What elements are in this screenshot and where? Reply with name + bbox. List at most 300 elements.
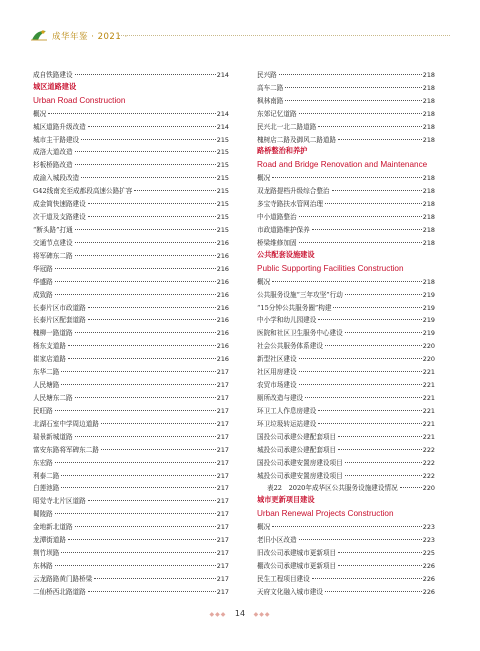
leader-dots	[75, 526, 216, 527]
toc-entry[interactable]	[33, 389, 229, 402]
leader-dots	[75, 332, 216, 333]
leader-dots	[312, 229, 422, 230]
leader-dots	[81, 139, 216, 140]
toc-entry-title: 东华二路	[33, 368, 60, 377]
leader-dots	[75, 164, 216, 165]
toc-entry-title: 瑞景新城道路	[33, 432, 73, 441]
toc-entry-title: 云龙路路黄门路桥梁	[33, 574, 93, 583]
toc-entry[interactable]	[257, 195, 435, 208]
leader-dots	[81, 177, 216, 178]
leader-dots	[88, 203, 216, 204]
leader-dots	[338, 565, 422, 566]
leader-dots	[94, 578, 215, 579]
toc-entry-title: 老旧小区改造	[257, 536, 297, 545]
toc-entry[interactable]	[257, 131, 435, 144]
toc-entry-title: 多宝寺路扶水管网治理	[257, 200, 323, 209]
toc-entry[interactable]	[257, 376, 435, 389]
toc-entry-title: 成洛大道改造	[33, 148, 73, 157]
toc-entry-page: 221	[422, 432, 435, 441]
leader-dots	[61, 487, 215, 488]
section-heading-cn: 路桥整治和养护	[257, 146, 308, 156]
leader-dots	[272, 281, 422, 282]
toc-table-entry[interactable]	[257, 480, 435, 493]
toc-entry-title: 长泰片区配套道路	[33, 316, 86, 325]
toc-entry[interactable]	[33, 467, 229, 480]
toc-entry[interactable]	[33, 234, 229, 247]
toc-entry-page: 215	[216, 135, 229, 144]
toc-entry[interactable]	[257, 583, 435, 596]
toc-entry-page: 218	[422, 213, 435, 222]
toc-entry-page: 216	[216, 264, 229, 273]
toc-entry[interactable]	[257, 337, 435, 350]
toc-entry-page: 216	[216, 329, 229, 338]
toc-entry-page: 215	[216, 148, 229, 157]
toc-entry-title: 中小学和幼儿园建设	[257, 316, 317, 325]
section-heading-en: Urban Road Construction	[33, 95, 126, 105]
toc-entry-page: 216	[216, 303, 229, 312]
toc-right-column	[257, 66, 435, 596]
toc-entry[interactable]	[33, 428, 229, 441]
toc-entry[interactable]	[33, 518, 229, 531]
toc-entry[interactable]	[257, 324, 435, 337]
toc-entry-title: 概况	[257, 277, 271, 286]
toc-entry-page: 218	[422, 200, 435, 209]
toc-entry-title: 国投公司承建安置房建设项目	[257, 458, 343, 467]
toc-entry-page: 217	[216, 484, 229, 493]
toc-entry-page: 215	[216, 200, 229, 209]
toc-entry[interactable]	[257, 518, 435, 531]
leader-dots	[68, 345, 216, 346]
toc-entry[interactable]	[33, 208, 229, 221]
leader-dots	[345, 332, 422, 333]
toc-entry[interactable]	[257, 182, 435, 195]
toc-entry-title: 棚改公司承建城市更新项目	[257, 561, 337, 570]
toc-entry-title: 民兴北一北二路道路	[257, 122, 317, 131]
toc-entry[interactable]	[33, 260, 229, 273]
leader-dots	[318, 319, 421, 320]
toc-entry-title: 杉板桥路改造	[33, 161, 73, 170]
toc-entry-page: 215	[216, 187, 229, 196]
leader-dots	[400, 487, 422, 488]
toc-entry-title: 东宏路	[33, 458, 53, 467]
toc-entry-page: 217	[216, 523, 229, 532]
toc-entry-page: 216	[216, 277, 229, 286]
page-header	[0, 0, 480, 40]
toc-entry-title: 环卫垃圾转运站建设	[257, 419, 317, 428]
leader-dots	[299, 242, 422, 243]
toc-entry-title: 社区用房建设	[257, 368, 297, 377]
toc-entry-page: 222	[422, 445, 435, 454]
toc-entry[interactable]	[257, 415, 435, 428]
toc-entry[interactable]	[257, 467, 435, 480]
toc-entry-page: 218	[422, 122, 435, 131]
leader-dots	[61, 552, 215, 553]
toc-entry-page: 217	[216, 471, 229, 480]
leader-dots	[88, 126, 216, 127]
leader-dots	[75, 242, 216, 243]
toc-entry-title: 天府文化融入城市建设	[257, 587, 323, 596]
section-heading-en: Public Supporting Facilities Construction	[257, 263, 404, 273]
leader-dots	[88, 319, 216, 320]
toc-entry[interactable]	[257, 312, 435, 325]
leader-dots	[101, 449, 216, 450]
section-heading-cn: 城市更新项目建设	[257, 495, 315, 505]
leader-dots	[332, 190, 422, 191]
section-heading-cn: 城区道路建设	[33, 81, 77, 91]
toc-entry-title: 概况	[33, 109, 47, 118]
toc-entry-title: 环卫工人作息房建设	[257, 406, 317, 415]
toc-entry[interactable]	[33, 169, 229, 182]
toc-entry-title: 华冠路	[33, 264, 53, 273]
leader-dots	[338, 139, 422, 140]
toc-entry-title: 华盛路	[33, 277, 53, 286]
toc-entry-page: 217	[216, 445, 229, 454]
toc-entry-page: 221	[422, 419, 435, 428]
leader-dots	[55, 281, 216, 282]
toc-entry-page: 219	[422, 290, 435, 299]
toc-entry-title: 长泰片区市政道路	[33, 303, 86, 312]
toc-entry-title: G42线南充至成都段高速公路扩容	[33, 187, 133, 196]
toc-entry[interactable]	[33, 156, 229, 169]
toc-entry-page: 226	[422, 587, 435, 596]
leader-dots	[333, 307, 421, 308]
toc-entry[interactable]	[257, 402, 435, 415]
toc-entry-page: 222	[422, 471, 435, 480]
toc-entry-page: 217	[216, 587, 229, 596]
toc-entry[interactable]	[257, 79, 435, 92]
toc-entry[interactable]	[257, 544, 435, 557]
toc-entry-page: 217	[216, 432, 229, 441]
toc-entry[interactable]	[257, 118, 435, 131]
toc-entry-title: 白莲池路	[33, 484, 60, 493]
toc-entry-page: 221	[422, 406, 435, 415]
leader-dots	[75, 436, 216, 437]
leader-dots	[88, 307, 216, 308]
toc-entry[interactable]	[33, 363, 229, 376]
leader-dots	[88, 591, 216, 592]
toc-entry-page: 226	[422, 574, 435, 583]
toc-entry-title: 龙潭街道路	[33, 536, 66, 545]
toc-entry-page: 216	[216, 342, 229, 351]
toc-entry-page: 219	[422, 316, 435, 325]
toc-entry-page: 226	[422, 561, 435, 570]
toc-entry[interactable]	[257, 169, 435, 182]
toc-entry-title: 北湖石室中学周边道路	[33, 419, 99, 428]
toc-entry-title: 成金简快速路建设	[33, 200, 86, 209]
leader-dots	[325, 591, 422, 592]
footer-right-ornament: ◆◆◆	[253, 611, 271, 618]
toc-entry-page: 215	[216, 161, 229, 170]
leader-dots	[299, 113, 422, 114]
toc-entry-page: 220	[422, 342, 435, 351]
leader-dots	[345, 294, 422, 295]
toc-entry-page: 222	[422, 458, 435, 467]
toc-entry-page: 216	[216, 238, 229, 247]
leader-dots	[88, 216, 216, 217]
toc-entry-title: 厕所改造与建设	[257, 393, 304, 402]
leader-dots	[338, 436, 422, 437]
toc-entry-page: 219	[422, 303, 435, 312]
leader-dots	[55, 565, 216, 566]
leader-dots	[312, 578, 422, 579]
toc-entry[interactable]	[33, 492, 229, 505]
toc-left-column	[33, 66, 229, 596]
leader-dots	[61, 371, 215, 372]
toc-entry-title: 双龙路提档升级综合整治	[257, 187, 330, 196]
toc-entry-title: 民生工程项目建设	[257, 574, 310, 583]
toc-entry[interactable]	[33, 505, 229, 518]
toc-entry[interactable]	[257, 363, 435, 376]
toc-entry[interactable]	[33, 118, 229, 131]
toc-entry-title: 旧改公司承建城市更新项目	[257, 549, 337, 558]
toc-entry-page: 217	[216, 536, 229, 545]
leader-dots	[88, 500, 216, 501]
leader-dots	[272, 177, 422, 178]
leader-dots	[299, 358, 422, 359]
toc-entry-title: 公共服务设施“三年攻坚”行动	[257, 290, 343, 299]
toc-entry[interactable]	[33, 144, 229, 157]
toc-entry[interactable]	[33, 324, 229, 337]
toc-entry-title: 金地新北道路	[33, 523, 73, 532]
toc-entry[interactable]	[33, 415, 229, 428]
toc-entry-title: 槐柳一路道路	[33, 329, 73, 338]
toc-entry[interactable]	[257, 221, 435, 234]
toc-entry-page: 223	[422, 536, 435, 545]
toc-entry-title: 市政道路维护保养	[257, 225, 310, 234]
leader-dots	[299, 384, 422, 385]
leader-dots	[285, 87, 421, 88]
toc-entry-page: 217	[216, 381, 229, 390]
leader-dots	[325, 345, 422, 346]
toc-entry-page: 218	[422, 277, 435, 286]
toc-entry-title: 将军碑东二路	[33, 251, 73, 260]
toc-entry-title: 昭觉寺北片区道路	[33, 497, 86, 506]
toc-entry-page: 225	[422, 549, 435, 558]
toc-entry[interactable]	[33, 376, 229, 389]
toc-entry-title: 高车二路	[257, 83, 284, 92]
toc-entry-page: 217	[216, 419, 229, 428]
toc-entry[interactable]	[257, 208, 435, 221]
header-title: 成华年鉴 · 2021 ·	[52, 32, 128, 42]
toc-entry[interactable]	[257, 570, 435, 583]
toc-entry-page: 218	[422, 70, 435, 79]
toc-entry-page: 217	[216, 497, 229, 506]
toc-entry[interactable]	[33, 273, 229, 286]
toc-entry-title: 民兴路	[257, 70, 277, 79]
toc-entry[interactable]	[33, 441, 229, 454]
leader-dots	[325, 203, 422, 204]
leader-dots	[299, 539, 422, 540]
yearbook-logo-icon	[30, 28, 48, 42]
toc-entry-page: 218	[422, 135, 435, 144]
toc-entry-page: 218	[422, 187, 435, 196]
toc-entry[interactable]	[257, 286, 435, 299]
leader-dots	[75, 229, 216, 230]
toc-entry-title: 东郊记忆道路	[257, 109, 297, 118]
leader-dots	[318, 423, 421, 424]
toc-entry-page: 220	[422, 484, 435, 493]
toc-entry[interactable]	[33, 221, 229, 234]
page-number: 14	[234, 609, 246, 618]
toc-entry-page: 216	[216, 251, 229, 260]
toc-entry-title: 概况	[257, 523, 271, 532]
section-heading-cn: 公共配套设施建设	[257, 249, 315, 259]
toc-entry-page: 217	[216, 510, 229, 519]
leader-dots	[338, 449, 422, 450]
toc-entry-page: 220	[422, 355, 435, 364]
toc-entry-title: 东林路	[33, 561, 53, 570]
toc-entry[interactable]	[33, 195, 229, 208]
toc-entry-page: 218	[422, 238, 435, 247]
toc-entry-title: 二仙桥西北路道路	[33, 587, 86, 596]
leader-dots	[61, 384, 215, 385]
toc-entry[interactable]	[33, 480, 229, 493]
leader-dots	[285, 100, 421, 101]
toc-entry-title: 人民塘东二路	[33, 393, 73, 402]
leader-dots	[299, 216, 422, 217]
toc-entry[interactable]	[33, 337, 229, 350]
toc-entry-page: 214	[216, 122, 229, 131]
section-heading-en: Urban Renewal Projects Construction	[257, 509, 394, 519]
toc-entry-page: 215	[216, 174, 229, 183]
section-heading-en: Road and Bridge Renovation and Maintenance	[257, 160, 428, 170]
toc-entry[interactable]	[257, 350, 435, 363]
toc-entry[interactable]	[33, 312, 229, 325]
leader-dots	[55, 513, 216, 514]
toc-entry-title: 农贸市场建设	[257, 381, 297, 390]
toc-entry[interactable]	[33, 66, 229, 79]
toc-entry-page: 219	[422, 329, 435, 338]
toc-entry-page: 216	[216, 316, 229, 325]
leader-dots	[101, 423, 216, 424]
toc-entry-title: 社会公共服务体系建设	[257, 342, 323, 351]
toc-entry[interactable]	[33, 182, 229, 195]
toc-entry-title: 人民塘路	[33, 381, 60, 390]
toc-entry-title: 交通节点建设	[33, 238, 73, 247]
leader-dots	[338, 552, 422, 553]
leader-dots	[75, 74, 216, 75]
toc-entry-title: 城市主干路建设	[33, 135, 80, 144]
toc-entry-page: 218	[422, 174, 435, 183]
toc-entry[interactable]	[33, 531, 229, 544]
toc-entry[interactable]	[33, 557, 229, 570]
toc-entry-page: 217	[216, 406, 229, 415]
toc-entry-title: 概况	[257, 174, 271, 183]
toc-entry[interactable]	[257, 66, 435, 79]
toc-entry-title: “15分钟公共服务圈”构建	[257, 303, 332, 312]
toc-entry[interactable]	[33, 570, 229, 583]
toc-entry-title: 利泰二路	[33, 471, 60, 480]
leader-dots	[48, 113, 216, 114]
leader-dots	[345, 475, 422, 476]
toc-entry-page: 217	[216, 561, 229, 570]
toc-entry[interactable]	[33, 105, 229, 118]
toc-entry-page: 217	[216, 393, 229, 402]
leader-dots	[55, 294, 216, 295]
toc-entry[interactable]	[257, 105, 435, 118]
toc-entry[interactable]	[33, 350, 229, 363]
toc-entry[interactable]	[257, 299, 435, 312]
toc-entry-page: 218	[422, 83, 435, 92]
leader-dots	[305, 397, 422, 398]
page-footer	[0, 609, 480, 618]
leader-dots	[55, 462, 216, 463]
toc-entry-title: 城区道路升级改造	[33, 122, 86, 131]
toc-entry-page: 215	[216, 213, 229, 222]
toc-entry-title: 成致路	[33, 290, 53, 299]
leader-dots	[55, 268, 216, 269]
toc-entry-title: “断头路”打通	[33, 225, 73, 234]
footer-left-ornament: ◆◆◆	[209, 611, 227, 618]
toc-entry-page: 214	[216, 70, 229, 79]
toc-entry[interactable]	[257, 454, 435, 467]
toc-entry-title: 富安东路将军碑东二路	[33, 445, 99, 454]
toc-entry-title: 成自铁路建设	[33, 70, 73, 79]
leader-dots	[299, 371, 422, 372]
toc-entry-page: 221	[422, 393, 435, 402]
toc-entry-page: 214	[216, 109, 229, 118]
leader-dots	[345, 462, 422, 463]
toc-entry[interactable]	[257, 531, 435, 544]
toc-entry[interactable]	[33, 131, 229, 144]
toc-entry-title: 桥梁维修加固	[257, 238, 297, 247]
toc-entry-title: 新型社区建设	[257, 355, 297, 364]
toc-entry[interactable]	[257, 441, 435, 454]
toc-entry[interactable]	[257, 428, 435, 441]
toc-entry[interactable]	[257, 389, 435, 402]
toc-entry-page: 218	[422, 225, 435, 234]
toc-entry-title: 蜀陵路	[33, 510, 53, 519]
toc-entry[interactable]	[33, 402, 229, 415]
toc-entry-title: 崔家店道路	[33, 355, 66, 364]
toc-entry-page: 223	[422, 523, 435, 532]
toc-entry[interactable]	[33, 454, 229, 467]
leader-dots	[68, 358, 216, 359]
toc-entry-title: 枫林南路	[257, 96, 284, 105]
header-divider	[118, 35, 450, 36]
leader-dots	[55, 410, 216, 411]
toc-entry-page: 216	[216, 355, 229, 364]
toc-entry[interactable]	[257, 234, 435, 247]
toc-entry[interactable]	[33, 286, 229, 299]
leader-dots	[75, 151, 216, 152]
toc-entry-title: 成渝入城段改造	[33, 174, 80, 183]
toc-entry-title: 医院和社区卫生服务中心建设	[257, 329, 343, 338]
leader-dots	[272, 526, 422, 527]
toc-entry[interactable]	[257, 273, 435, 286]
leader-dots	[75, 255, 216, 256]
toc-entry-title: 荆竹坝路	[33, 549, 60, 558]
toc-entry-title: 城投公司承建公建配套项目	[257, 445, 337, 454]
toc-entry[interactable]	[33, 299, 229, 312]
toc-entry[interactable]	[33, 247, 229, 260]
toc-entry[interactable]	[33, 544, 229, 557]
toc-entry-title: 城投公司承建安置房建设项目	[257, 471, 343, 480]
toc-entry-page: 217	[216, 368, 229, 377]
leader-dots	[134, 190, 215, 191]
toc-entry-title: 次干道及支路建设	[33, 213, 86, 222]
toc-entry-page: 215	[216, 225, 229, 234]
toc-entry[interactable]	[257, 557, 435, 570]
leader-dots	[318, 410, 421, 411]
toc-entry-page: 217	[216, 549, 229, 558]
toc-entry-title: 中小道路整治	[257, 213, 297, 222]
toc-entry[interactable]	[257, 92, 435, 105]
leader-dots	[279, 74, 422, 75]
toc-entry[interactable]	[33, 583, 229, 596]
toc-entry-page: 218	[422, 109, 435, 118]
toc-entry-page: 218	[422, 96, 435, 105]
